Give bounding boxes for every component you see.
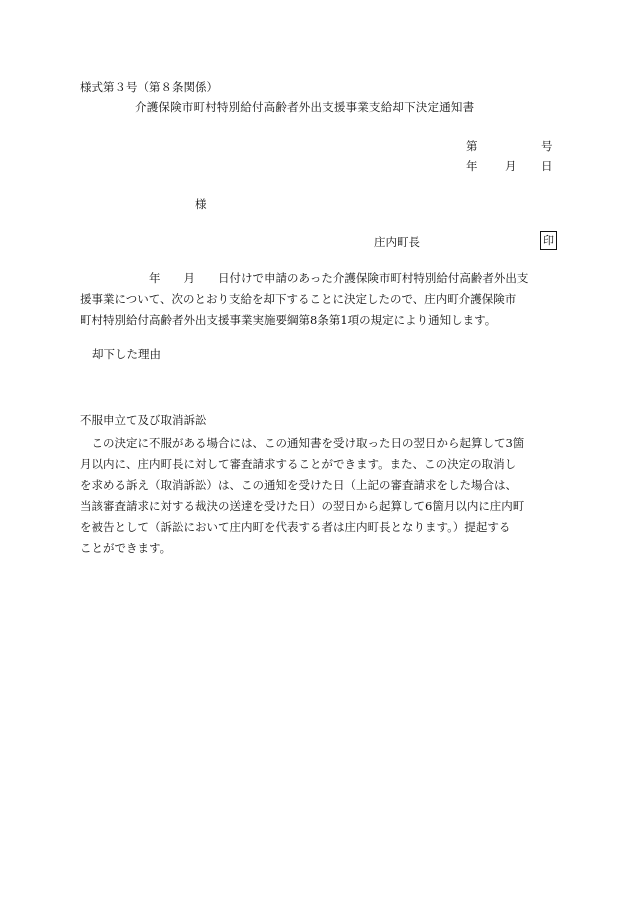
body-line: 町村特別給付高齢者外出支援事業実施要綱第8条第1項の規定により通知します。 <box>80 313 497 327</box>
document-title: 介護保険市町村特別給付高齢者外出支援事業支給却下決定通知書 <box>135 100 475 114</box>
decision-body <box>80 268 555 331</box>
rejection-reason-label: 却下した理由 <box>92 347 161 361</box>
date-day-label: 日 <box>541 159 553 173</box>
appeal-line: 月以内に、庄内町長に対して審査請求することができます。また、この決定の取消し <box>80 457 517 471</box>
appeal-line: ことができます。 <box>80 541 172 555</box>
body-line: 援事業について、次のとおり支給を却下することに決定したので、庄内町介護保険市 <box>80 292 517 306</box>
appeal-line: この決定に不服がある場合には、この通知書を受け取った日の翌日から起算して3箇 <box>80 436 525 450</box>
seal-stamp: 印 <box>540 231 557 250</box>
reference-number-prefix: 第 <box>466 139 478 153</box>
appeal-line: を被告として（訴訟において庄内町を代表する者は庄内町長となります。）提起する <box>80 520 511 534</box>
issuer-title: 庄内町長 <box>374 235 420 249</box>
appeal-heading: 不服申立て及び取消訴訟 <box>80 413 207 427</box>
date-month-label: 月 <box>505 159 517 173</box>
appeal-line: を求める訴え（取消訴訟）は、この通知を受けた日（上記の審査請求をした場合は、 <box>80 478 517 492</box>
appeal-notice <box>80 433 555 559</box>
appeal-line: 当該審査請求に対する裁決の送達を受けた日）の翌日から起算して6箇月以内に庄内町 <box>80 499 525 513</box>
addressee-honorific: 様 <box>195 197 207 211</box>
reference-number-suffix: 号 <box>541 139 553 153</box>
body-line: 年 月 日付けで申請のあった介護保険市町村特別給付高齢者外出支 <box>80 271 529 285</box>
date-year-label: 年 <box>466 159 478 173</box>
form-number: 様式第３号（第８条関係） <box>80 80 218 94</box>
